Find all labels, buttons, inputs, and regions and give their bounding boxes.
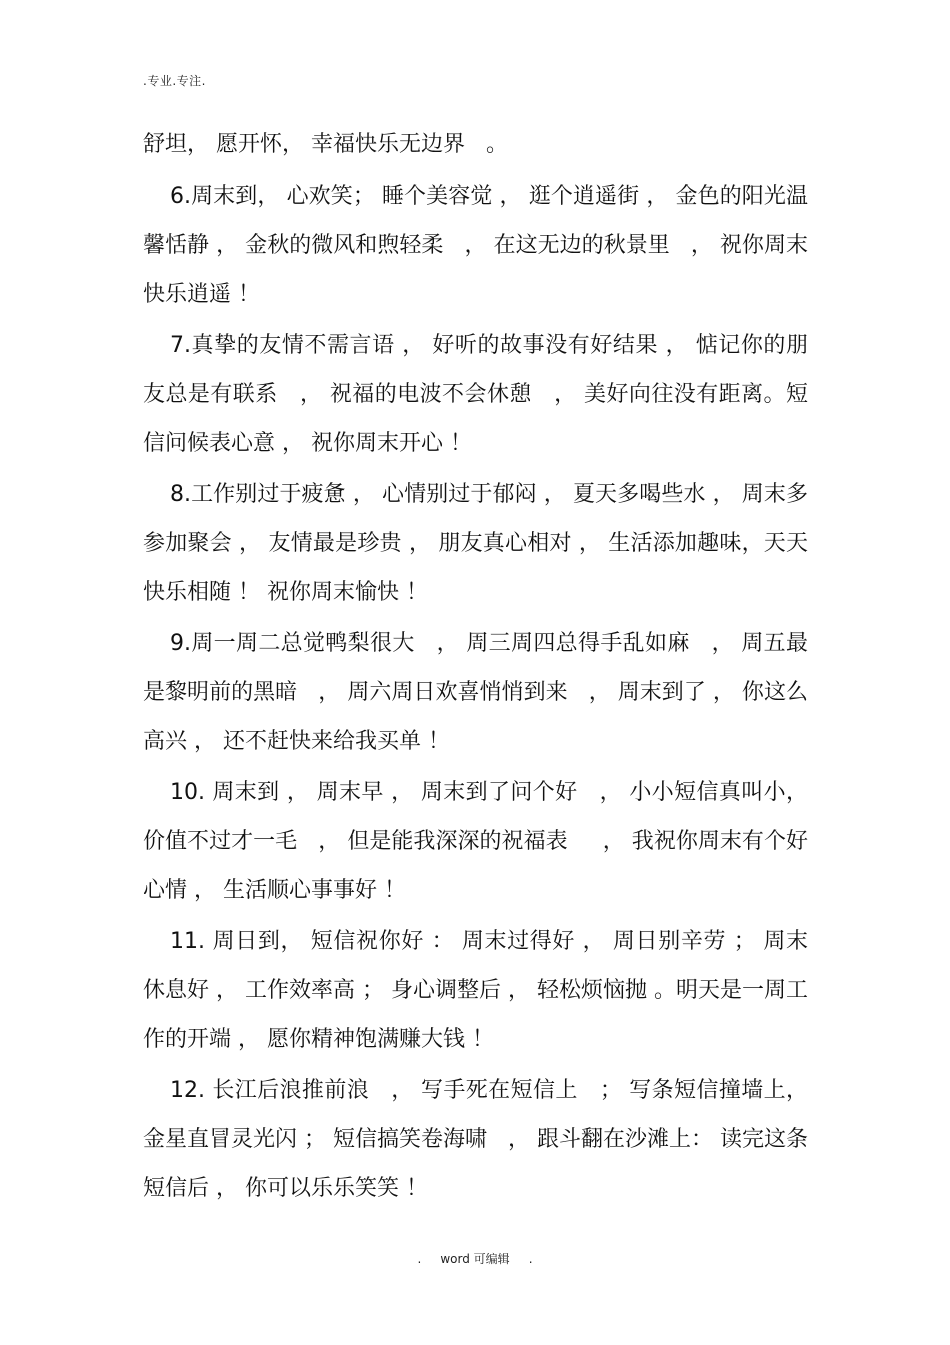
paragraph-item-10: 10. 周末到 ， 周末早 ， 周末到了问个好 ， 小小短信真叫小， 价值不过才一毛 ， 但是能我深深的祝福表 ， 我祝你周末有个好心情 ， 生活顺心事事好 ！ [143, 780, 815, 903]
paragraph-item-6: 6.周末到， 心欢笑； 睡个美容觉 ， 逛个逍遥街 ， 金色的阳光温馨恬静 ， 金秋的微风和煦轻柔 ， 在这无边的秋景里 ， 祝你周末快乐逍遥 ！ [143, 184, 808, 307]
paragraph-item-12: 12. 长江后浪推前浪 ， 写手死在短信上 ； 写条短信撞墙上， 金星直冒灵光闪 ； 短信搞笑卷海啸 ， 跟斗翻在沙滩上： 读完这条短信后 ， 你可以乐乐笑笑 ！ [143, 1078, 815, 1201]
paragraph-item-9: 9.周一周二总觉鸭梨很大 ， 周三周四总得手乱如麻 ， 周五最是黎明前的黑暗 ， 周六周日欢喜悄悄到来 ， 周末到了 ， 你这么高兴 ， 还不赶快来给我买单 ！ [143, 631, 808, 754]
paragraph-item-8: 8.工作别过于疲惫 ， 心情别过于郁闷 ， 夏天多喝些水 ， 周末多参加聚会 ， 友情最是珍贵 ， 朋友真心相对 ， 生活添加趣味，天天快乐相随 ！ 祝你周末愉快 ！ [143, 482, 808, 605]
document-body [143, 120, 815, 1215]
page-header: .专业.专注. [143, 74, 206, 88]
paragraph-item-7: 7.真挚的友情不需言语 ， 好听的故事没有好结果 ， 惦记你的朋友总是有联系 ， 祝福的电波不会休憩 ， 美好向往没有距离。短信问候表心意 ， 祝你周末开心 ！ [143, 333, 808, 456]
paragraph-item-11: 11. 周日到， 短信祝你好 ： 周末过得好 ， 周日别辛劳 ； 周末休息好 ， 工作效率高 ； 身心调整后 ， 轻松烦恼抛 。明天是一周工作的开端 ， 愿你精神饱满赚大钱 ！ [143, 929, 808, 1052]
paragraph-continuation: 舒坦， 愿开怀， 幸福快乐无边界 。 [143, 132, 508, 157]
page-footer: . word 可编辑 . [417, 1252, 533, 1266]
